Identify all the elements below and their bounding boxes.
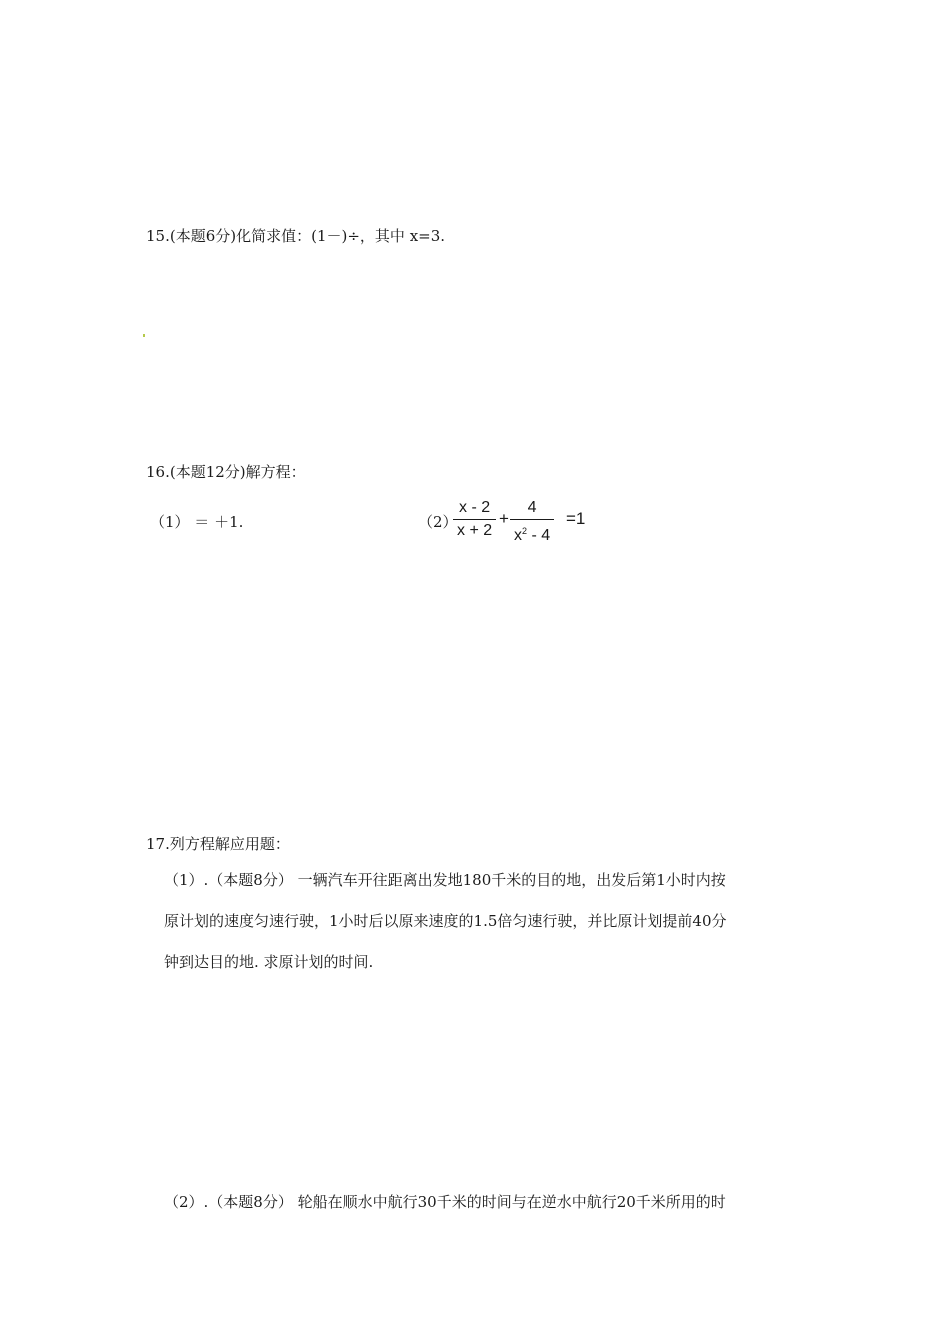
fraction-1-numerator: x - 2 (459, 499, 491, 516)
fraction-2-den-base: x (514, 527, 522, 544)
question-16-part-2-label: （2） (418, 513, 458, 531)
equation-fraction-1 (453, 498, 496, 541)
plus-sign: + (499, 509, 509, 528)
question-17-part-1-line-2: 原计划的速度匀速行驶，1小时后以原来速度的1.5倍匀速行驶，并比原计划提前40分 (164, 912, 727, 930)
question-15: 15.(本题6分)化简求值：(1－)÷，其中 x=3. (146, 227, 446, 245)
question-17-part-1-line-1: （1）.（本题8分） 一辆汽车开往距离出发地180千米的目的地，出发后第1小时内按 (164, 871, 726, 889)
question-17-part-2-line-1: （2）.（本题8分） 轮船在顺水中航行30千米的时间与在逆水中航行20千米所用的时 (164, 1193, 726, 1211)
fraction-1-denominator: x + 2 (457, 522, 493, 539)
question-17-heading: 17.列方程解应用题： (146, 835, 290, 853)
fraction-2-numerator: 4 (527, 499, 537, 516)
stray-mark (143, 334, 145, 337)
question-16-heading: 16.(本题12分)解方程： (146, 463, 306, 481)
question-17-part-1-line-3: 钟到达目的地. 求原计划的时间. (164, 953, 374, 971)
fraction-2-denominator (510, 520, 554, 546)
equation-fraction-2 (510, 498, 554, 546)
question-16-part-1: （1） ＝ ＋1. (150, 513, 244, 531)
equation-rhs: =1 (566, 509, 586, 528)
fraction-2-den-rest: - 4 (527, 527, 551, 544)
fraction-2-den-exponent: 2 (522, 526, 528, 536)
